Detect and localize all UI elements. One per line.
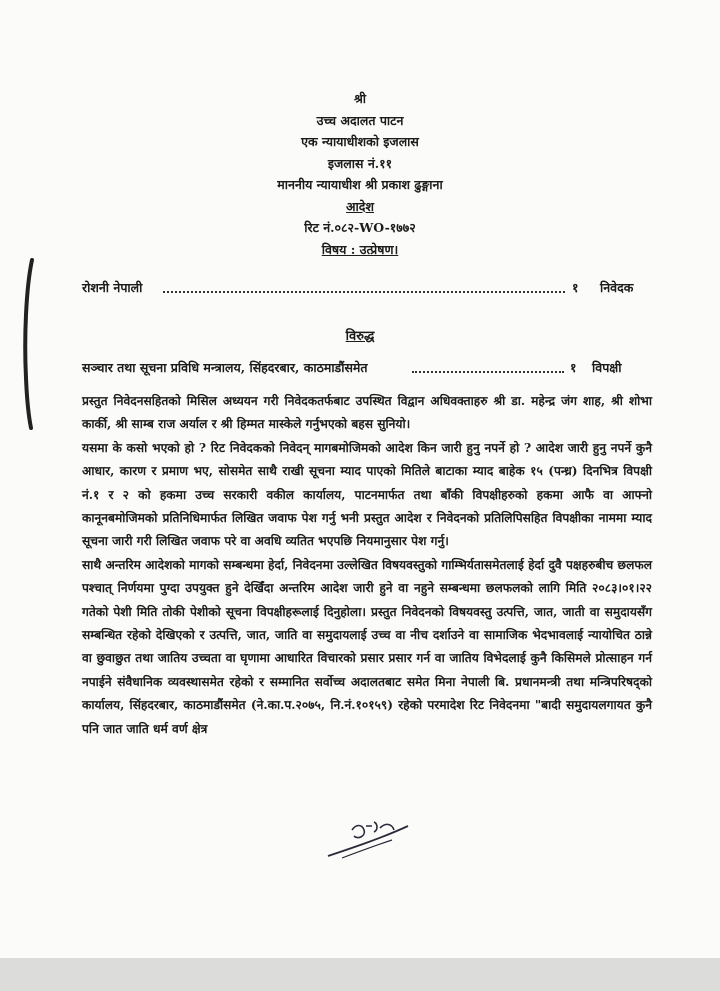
case-number: रिट नं.०८२-WO-१७७२ <box>304 220 416 235</box>
paragraph-show-cause: यसमा के कसो भएको हो ? रिट निवेदकको निवेदन् मागबमोजिमको आदेश किन जारी हुनु नपर्ने हो ? आदेश जारी हुनु नपर्ने कुनै आधार, कारण र प्रमाण भए, सोसमेत साथै राखी सूचना म्याद पाएको मितिले बाटाका म्याद बाहेक १५ (पन्ध्र) दिनभित्र विपक्षी नं.१ र २ को हकमा उच्च सरकारी वकील कार्यालय, पाटनमार्फत तथा बाँकी विपक्षीहरुको हकमा आफै वा आफ्नो कानूनबमोजिमको प्रतिनिधिमार्फत लिखित जवाफ पेश गर्नु भनी प्रस्तुत आदेश र निवेदनको प्रतिलिपिसहित विपक्षीका नाममा म्याद सूचना जारी गरी लिखित जवाफ परे वा अवधि व्यतित भएपछि नियमानुसार पेश गर्नु। <box>82 440 652 549</box>
petitioner-name: रोशनी नेपाली <box>82 280 143 295</box>
versus-heading: विरुद्ध <box>345 329 375 344</box>
paragraph-interim-order: साथै अन्तरिम आदेशको मागको सम्बन्धमा हेर्दा, निवेदनमा उल्लेखित विषयवस्तुको गाम्भिर्यतासमेतलाई हेर्दा दुवै पक्षहरुबीच छलफल पश्चात् निर्णयमा पुग्दा उपयुक्त हुने देखिँदा अन्तरिम आदेश जारी हुने वा नहुने सम्बन्धमा छलफलको लागि मिति २०८३।०१।२२ गतेको पेशी मिति तोकी पेशीको सूचना विपक्षीहरूलाई दिनुहोला। प्रस्तुत निवेदनको विषयवस्तु उत्पत्ति, जात, जाती वा समुदायसँग सम्बन्धित रहेको देखिएको र उत्पत्ति, जात, जाति वा समुदायलाई उच्च वा नीच दर्शाउने वा सामाजिक भेदभावलाई न्यायोचित ठान्ने वा छुवाछुत तथा जातिय उच्चता वा घृणामा आधारित विचारको प्रसार प्रसार गर्न वा जातिय विभेदलाई कुनै किसिमले प्रोत्साहन गर्न नपाईने संवैधानिक व्यवस्थासमेत रहेको र सम्मानित सर्वोच्च अदालतबाट समेत मिना नेपाली बि. प्रधानमन्त्री तथा मन्त्रिपरिषद्को कार्यालय, सिंहदरबार, काठमाडौंसमेत (ने.का.प.२०७५, नि.नं.१०१५९) रहेको परमादेश रिट निवेदनमा "बादी समुदायलगायत कुनै पनि जात जाति धर्म वर्ण क्षेत्र <box>82 557 652 736</box>
paragraph-hearing: प्रस्तुत निवेदनसहितको मिसिल अध्ययन गरी निवेदकतर्फबाट उपस्थित विद्वान अधिवक्ताहरु श्री डा. महेन्द्र जंग शाह, श्री शोभा कार्की, श्री साम्ब राज अर्याल र श्री हिम्मत मास्केले गर्नुभएको बहस सुनियो। <box>82 394 652 432</box>
document-title: आदेश <box>346 198 374 214</box>
order-body <box>82 390 652 741</box>
respondent-dotted-leader <box>412 371 564 373</box>
petitioner-role: निवेदक <box>600 280 634 295</box>
respondent-name: सञ्चार तथा सूचना प्रविधि मन्त्रालय, सिंहदरबार, काठमाडौंसमेत <box>82 360 368 375</box>
petitioner-number: १ <box>572 280 579 295</box>
bench-number: इजलास नं.११ <box>327 155 393 171</box>
initial-signature <box>322 812 412 862</box>
respondent-number: १ <box>570 360 577 375</box>
bench-type: एक न्यायाधीशको इजलास <box>301 134 419 149</box>
header-shree: श्री <box>353 91 367 106</box>
margin-punch-mark <box>20 258 40 430</box>
respondent-role: विपक्षी <box>592 360 622 375</box>
petitioner-dotted-leader <box>163 291 565 293</box>
viewer-bottom-bar <box>0 958 720 991</box>
case-subject: विषय : उत्प्रेषण। <box>321 241 399 257</box>
judge-name: माननीय न्यायाधीश श्री प्रकाश ढुङ्गाना <box>277 177 443 192</box>
document-header <box>0 88 720 260</box>
court-name: उच्च अदालत पाटन <box>316 112 404 128</box>
